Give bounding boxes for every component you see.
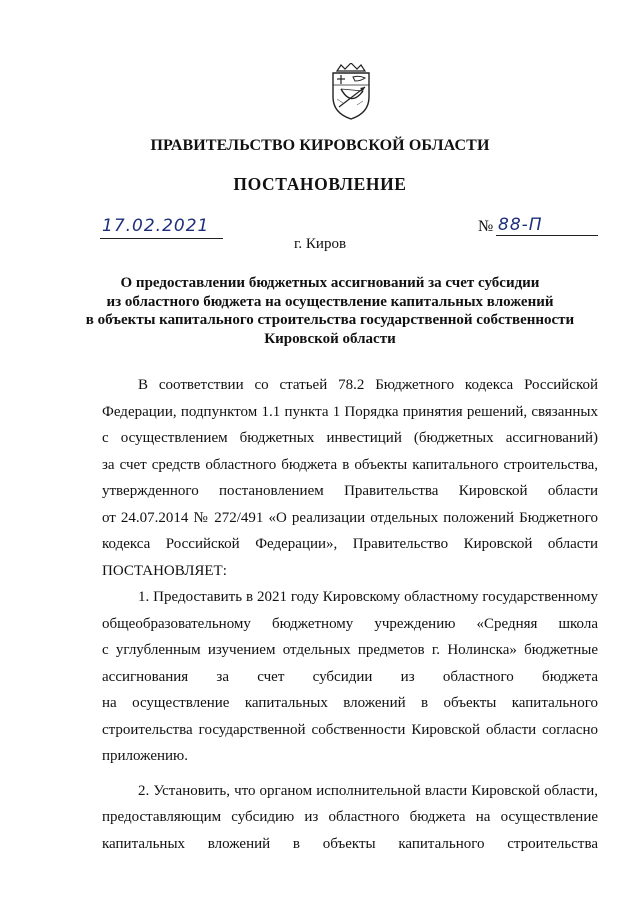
document-title (80, 274, 580, 348)
document-type: ПОСТАНОВЛЕНИЕ (233, 174, 407, 194)
body-line: ПОСТАНОВЛЯЕТ: (102, 562, 227, 579)
city-name: г. Киров (293, 236, 347, 252)
body-line: ассигнования за счет субсидии из областного бюджета (102, 668, 598, 685)
body-line: от 24.07.2014 № 272/491 «О реализации отдельных положений Бюджетного (102, 509, 598, 526)
title-line: О предоставлении бюджетных ассигнований за счет субсидии (120, 275, 540, 291)
body-line: с осуществлением бюджетных инвестиций (бюджетных ассигнований) (102, 430, 598, 446)
paragraph-gap (102, 770, 598, 778)
body-line: общеобразовательному бюджетному учреждению «Средняя школа (102, 615, 598, 632)
title-line: из областного бюджета на осуществление капитальных вложений (106, 293, 554, 310)
body-line: капитальных вложений в объекты капитального строительства (102, 835, 598, 852)
body-line: 2. Установить, что органом исполнительной власти Кировской области, (138, 782, 598, 799)
body-line: утвержденного постановлением Правительства Кировской области (102, 483, 598, 499)
title-line: Кировской области (264, 330, 396, 347)
handwritten-date: 17.02.2021 (102, 216, 210, 236)
body-line: Федерации, подпунктом 1.1 пункта 1 Порядка принятия решений, связанных (102, 403, 598, 420)
body-line: за счет средств областного бюджета в объекты капитального строительства, (102, 456, 598, 473)
body-line: В соответствии со статьей 78.2 Бюджетного кодекса Российской (138, 377, 598, 393)
body-line: приложению. (102, 748, 189, 764)
coat-of-arms-icon (327, 63, 375, 121)
number-field (478, 215, 598, 236)
handwritten-number: 88-П (498, 215, 543, 235)
organization-name: ПРАВИТЕЛЬСТВО КИРОВСКОЙ ОБЛАСТИ (150, 137, 490, 154)
document-body (102, 372, 598, 857)
body-line: с углубленным изучением отдельных предметов г. Нолинска» бюджетные (102, 642, 598, 658)
title-line: в объекты капитального строительства государственной собственности (85, 312, 575, 328)
body-line: предоставляющим субсидию из областного бюджета на осуществление (102, 809, 598, 825)
body-line: на осуществление капитальных вложений в объекты капитального (102, 695, 598, 711)
body-line: кодекса Российской Федерации», Правительство Кировской области (102, 536, 598, 552)
number-sign: № (478, 218, 494, 235)
body-line: 1. Предоставить в 2021 году Кировскому областному государственному (138, 589, 598, 605)
body-line: строительства государственной собственности Кировской области согласно (102, 721, 598, 738)
